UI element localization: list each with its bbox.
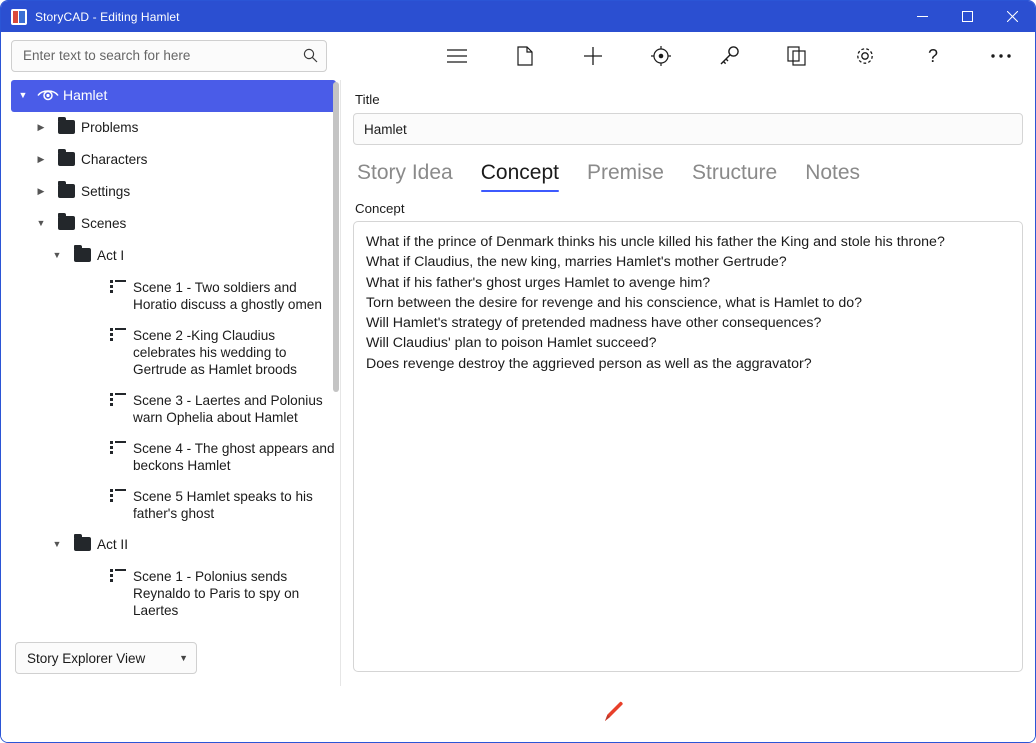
title-bar (1, 1, 1035, 32)
tree-item[interactable] (45, 529, 340, 561)
tab-concept[interactable]: Concept (467, 159, 573, 192)
story-tree-sidebar (1, 80, 341, 686)
svg-text:?: ? (927, 45, 939, 66)
scene-icon (105, 385, 131, 407)
tree-item[interactable] (81, 433, 340, 481)
tree-scrollbar[interactable] (333, 80, 339, 630)
concept-line: Will Claudius' plan to poison Hamlet succeed? (366, 335, 657, 352)
tree-spacer (81, 320, 105, 330)
more-options-icon[interactable] (967, 36, 1035, 76)
search-input[interactable] (11, 40, 327, 72)
concept-line: What if his father's ghost urges Hamlet to avenge him? (366, 274, 711, 291)
tree-item-label (131, 626, 340, 630)
view-selector-dropdown[interactable] (15, 642, 197, 674)
hamburger-menu-icon[interactable] (423, 36, 491, 76)
view-selector-value: Story Explorer View (27, 650, 146, 666)
toolbar (1, 32, 1035, 80)
chevron-right-icon[interactable]: ▶ (37, 122, 45, 132)
tree-item-label: Scene 4 - The ghost appears and beckons Hamlet (133, 441, 339, 473)
tree-item-label: Settings (81, 184, 131, 199)
close-icon[interactable] (990, 1, 1035, 32)
tab-structure[interactable]: Structure (691, 161, 778, 184)
settings-gear-icon[interactable] (831, 36, 899, 76)
tree-item[interactable] (81, 385, 340, 433)
tree-item[interactable] (81, 272, 340, 320)
toolbar-buttons (423, 36, 1035, 76)
status-bar (1, 686, 1035, 742)
concept-line: What if the prince of Denmark thinks his uncle killed his father the King and stole his throne? (366, 234, 945, 250)
tree-item[interactable] (81, 626, 340, 630)
search-placeholder: Enter text to search for here (23, 48, 191, 63)
tab-notes[interactable]: Notes (805, 161, 861, 184)
tree-item-label: Scene 5 Hamlet speaks to his father's ghost (133, 489, 317, 521)
concept-textarea[interactable] (353, 221, 1023, 672)
folder-icon (53, 176, 79, 198)
editor-tabs (353, 159, 1023, 192)
editor-pane (341, 80, 1035, 686)
tree-item[interactable] (45, 240, 340, 272)
folder-icon (69, 240, 95, 262)
tree-item[interactable] (29, 208, 340, 240)
tree-item-label: Scene 1 - Polonius sends Reynaldo to Paris to spy on Laertes (133, 569, 304, 618)
tree-item-label: Characters (81, 152, 148, 167)
scene-icon (105, 626, 131, 630)
eye-icon (35, 80, 61, 103)
pencil-icon[interactable] (596, 694, 632, 730)
tree-item-label: Act I (97, 248, 125, 263)
chevron-down-icon[interactable]: ▼ (52, 250, 62, 260)
tree-scrollbar-thumb[interactable] (333, 82, 339, 392)
key-icon[interactable] (695, 36, 763, 76)
sidebar-footer (1, 630, 340, 686)
chevron-down-icon[interactable]: ▼ (52, 539, 62, 549)
scene-icon (105, 320, 131, 342)
scene-icon (105, 272, 131, 294)
tab-premise[interactable]: Premise (586, 161, 664, 184)
tree-item-label: Act II (97, 537, 128, 552)
target-icon[interactable] (627, 36, 695, 76)
chevron-right-icon[interactable]: ▶ (37, 186, 45, 196)
folder-icon (53, 208, 79, 230)
tab-story-idea[interactable]: Story Idea (357, 161, 453, 184)
add-icon[interactable] (559, 36, 627, 76)
tree-item-label: Scene 1 - Two soldiers and Horatio discuss a ghostly omen (133, 280, 322, 312)
tree-spacer (81, 272, 105, 282)
tree-item[interactable] (29, 144, 340, 176)
tree-item-label: Scene 3 - Laertes and Polonius warn Ophelia about Hamlet (133, 393, 327, 425)
concept-line: Will Hamlet's strategy of pretended madness have other consequences? (366, 315, 822, 332)
tree-item-label: Scene 2 -King Claudius celebrates his wedding to Gertrude as Hamlet broods (133, 328, 297, 377)
minimize-icon[interactable] (900, 1, 945, 32)
folder-icon (53, 112, 79, 134)
tree-spacer (81, 561, 105, 571)
scene-icon (105, 481, 131, 503)
tree-item[interactable] (29, 176, 340, 208)
tree-item[interactable] (29, 112, 340, 144)
concept-line: What if Claudius, the new king, marries Hamlet's mother Gertrude? (366, 254, 787, 271)
search-icon[interactable] (302, 48, 318, 64)
maximize-icon[interactable] (945, 1, 990, 32)
concept-line: Does revenge destroy the aggrieved person as well as the aggravator? (366, 355, 812, 372)
tree-item-label: Problems (81, 120, 139, 135)
new-file-icon[interactable] (491, 36, 559, 76)
main-body (1, 80, 1035, 686)
title-input[interactable]: Hamlet (353, 113, 1023, 145)
folder-icon (53, 144, 79, 166)
copy-icon[interactable] (763, 36, 831, 76)
chevron-down-icon[interactable]: ▼ (36, 218, 46, 228)
folder-icon (69, 529, 95, 551)
tree-item[interactable] (81, 481, 340, 529)
scene-icon (105, 433, 131, 455)
tree-spacer (81, 481, 105, 491)
chevron-down-icon: ▼ (179, 653, 188, 663)
title-label: Title (355, 92, 380, 107)
concept-label: Concept (355, 201, 405, 216)
tree-item[interactable] (81, 320, 340, 385)
tree-spacer (81, 626, 105, 630)
window-controls (900, 1, 1035, 32)
storycad-icon (11, 9, 27, 25)
chevron-down-icon[interactable]: ▼ (18, 90, 28, 100)
help-icon[interactable] (899, 36, 967, 76)
story-tree[interactable] (1, 80, 340, 630)
tree-item[interactable] (81, 561, 340, 626)
window-title: StoryCAD - Editing Hamlet (35, 9, 180, 24)
scene-icon (105, 561, 131, 583)
tree-spacer (81, 385, 105, 395)
tree-item[interactable] (11, 80, 336, 112)
chevron-right-icon[interactable]: ▶ (37, 154, 45, 164)
concept-line: Torn between the desire for revenge and his conscience, what is Hamlet to do? (366, 294, 863, 311)
tree-item-label: Scenes (81, 216, 127, 231)
tree-spacer (81, 433, 105, 443)
tree-item-label: Hamlet (63, 87, 108, 103)
